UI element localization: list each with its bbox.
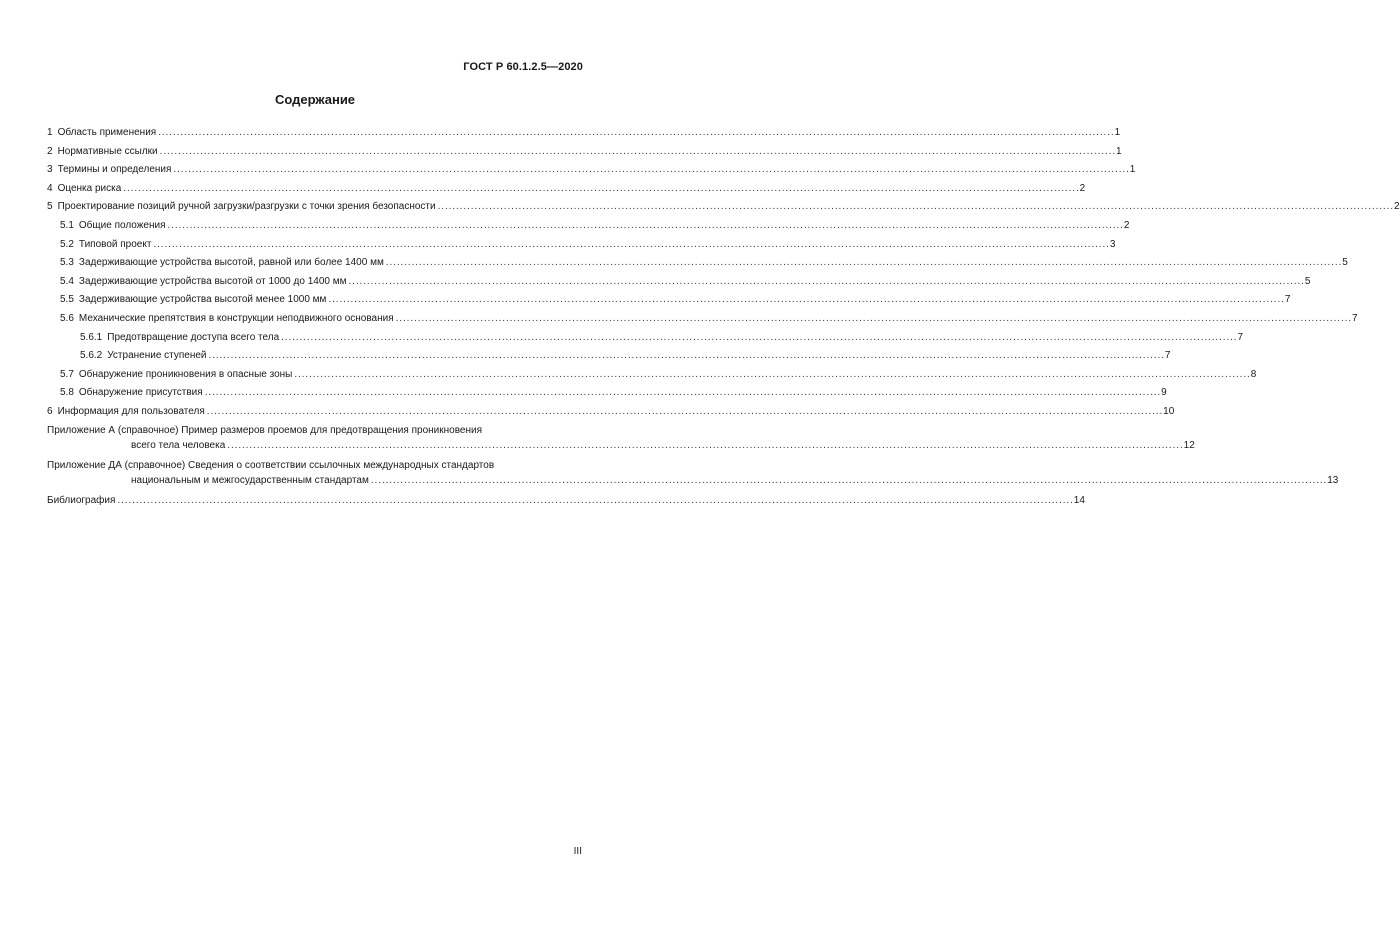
- toc-entry-number: 5.3: [60, 257, 74, 269]
- toc-entry-number: 5: [47, 201, 53, 213]
- toc-entry-number: 3: [47, 164, 53, 176]
- dot-leader: ....................................................................................................................................................................................................................................................................: [348, 275, 1305, 287]
- toc-entry-page: 2: [1123, 219, 1130, 231]
- toc-entry-label: Проектирование позиций ручной загрузки/разгрузки с точки зрения безопасности: [57, 201, 436, 213]
- toc-entry-page: 1: [1114, 127, 1121, 138]
- dot-leader: ....................................................................................................................................................................................................................................................................: [159, 145, 1117, 157]
- toc-entry-label: Предотвращение доступа всего тела: [107, 331, 280, 343]
- toc-entry-label: Общие положения: [78, 219, 166, 231]
- toc-entry-page: 7: [1237, 331, 1244, 343]
- toc-entry-label: Термины и определения: [57, 164, 172, 176]
- toc-entry-page: 10: [1163, 405, 1175, 417]
- toc-entry[interactable]: [47, 347, 1171, 366]
- toc-entry-number: 2: [47, 145, 53, 157]
- toc-entry[interactable]: [47, 310, 1358, 329]
- annex-da-page: 13: [1327, 474, 1339, 486]
- toc-entry-page: 1: [1116, 145, 1122, 157]
- toc-entry-number: 1: [47, 127, 53, 138]
- toc-entry-page: 3: [1109, 238, 1116, 250]
- toc-annex-da[interactable]: [47, 457, 1339, 492]
- toc-entry[interactable]: [47, 384, 1167, 403]
- dot-leader: ....................................................................................................................................................................................................................................................................: [117, 494, 1074, 506]
- dot-leader: ....................................................................................................................................................................................................................................................................: [385, 257, 1343, 269]
- toc-entry-label: Обнаружение проникновения в опасные зоны: [78, 368, 293, 380]
- toc-entry-page: 1: [1129, 164, 1136, 176]
- dot-leader: ....................................................................................................................................................................................................................................................................: [208, 350, 1165, 362]
- table-of-contents: [47, 124, 1400, 510]
- dot-leader: ....................................................................................................................................................................................................................................................................: [294, 368, 1251, 380]
- toc-entry-number: 4: [47, 182, 53, 194]
- toc-entry-label: Оценка риска: [57, 182, 122, 194]
- toc-entry[interactable]: [47, 329, 1244, 348]
- toc-annex-a[interactable]: [47, 422, 1195, 457]
- toc-title: Содержание: [274, 92, 356, 107]
- toc-entry-label: Типовой проект: [78, 238, 152, 250]
- dot-leader: ....................................................................................................................................................................................................................................................................: [395, 312, 1352, 324]
- document-code: ГОСТ Р 60.1.2.5—2020: [463, 61, 583, 73]
- toc-entry-page: 2: [1393, 201, 1400, 213]
- bibliography-label: Библиография: [47, 494, 116, 506]
- toc-entry-label: Устранение ступеней: [107, 350, 207, 362]
- annex-da-title-line1: Приложение ДА (справочное) Сведения о соответствии ссылочных международных стандартов: [47, 459, 495, 471]
- toc-entry-page: 7: [1284, 294, 1291, 306]
- toc-entry-page: 5: [1304, 275, 1311, 287]
- dot-leader: ....................................................................................................................................................................................................................................................................: [281, 331, 1238, 343]
- toc-entry-label: Область применения: [57, 127, 157, 138]
- toc-entry-number: 5.6.2: [80, 350, 103, 362]
- dot-leader: ....................................................................................................................................................................................................................................................................: [153, 238, 1110, 250]
- dot-leader: ....................................................................................................................................................................................................................................................................: [437, 201, 1394, 213]
- toc-entry[interactable]: [47, 254, 1348, 273]
- dot-leader: ....................................................................................................................................................................................................................................................................: [167, 219, 1124, 231]
- dot-leader: ....................................................................................................................................................................................................................................................................: [370, 474, 1328, 486]
- bibliography-page: 14: [1073, 494, 1085, 506]
- toc-entry-label: Обнаружение присутствия: [78, 387, 203, 399]
- dot-leader: ....................................................................................................................................................................................................................................................................: [123, 182, 1080, 194]
- toc-entry-label: Информация для пользователя: [57, 405, 205, 417]
- toc-entry[interactable]: [47, 403, 1175, 422]
- dot-leader: ....................................................................................................................................................................................................................................................................: [206, 405, 1164, 417]
- toc-entry[interactable]: [47, 143, 1122, 162]
- annex-da-title-line2: национальным и межгосударственным стандартам: [131, 474, 369, 486]
- toc-entry[interactable]: [47, 273, 1311, 292]
- annex-a-page: 12: [1183, 439, 1195, 451]
- toc-entry-label: Задерживающие устройства высотой менее 1000 мм: [78, 294, 327, 306]
- toc-entry[interactable]: [47, 236, 1116, 255]
- toc-entry-number: 5.5: [60, 294, 74, 306]
- toc-entry-label: Задерживающие устройства высотой, равной или более 1400 мм: [78, 257, 384, 269]
- toc-entry-page: 9: [1161, 387, 1167, 399]
- dot-leader: ....................................................................................................................................................................................................................................................................: [173, 164, 1130, 176]
- toc-entry-page: 5: [1342, 257, 1348, 269]
- page-folio: III: [573, 846, 582, 857]
- toc-entry[interactable]: [47, 217, 1130, 236]
- toc-entry-label: Задерживающие устройства высотой от 1000 до 1400 мм: [78, 275, 347, 287]
- toc-entry[interactable]: [47, 198, 1400, 217]
- toc-entry-page: 2: [1079, 182, 1086, 194]
- toc-entry-number: 5.7: [60, 368, 74, 380]
- dot-leader: ....................................................................................................................................................................................................................................................................: [204, 387, 1162, 399]
- toc-entry-number: 5.2: [60, 238, 74, 250]
- toc-entry[interactable]: [47, 366, 1257, 385]
- toc-entry-label: Нормативные ссылки: [57, 145, 158, 157]
- annex-a-title-line1: Приложение А (справочное) Пример размеров проемов для предотвращения проникновения: [47, 424, 482, 436]
- annex-a-title-line2: всего тела человека: [131, 439, 226, 451]
- toc-entry-page: 7: [1164, 350, 1171, 362]
- toc-entry-number: 5.6: [60, 312, 74, 324]
- toc-entry[interactable]: [47, 161, 1136, 180]
- toc-entry[interactable]: [47, 291, 1291, 310]
- toc-entry-number: 6: [47, 405, 53, 417]
- toc-bibliography[interactable]: [47, 492, 1085, 511]
- toc-entry-page: 8: [1250, 368, 1257, 380]
- toc-entry[interactable]: [47, 180, 1086, 199]
- toc-entry[interactable]: [47, 124, 1121, 143]
- dot-leader: ....................................................................................................................................................................................................................................................................: [227, 439, 1184, 451]
- dot-leader: ....................................................................................................................................................................................................................................................................: [328, 294, 1285, 306]
- toc-entry-number: 5.4: [60, 275, 74, 287]
- toc-entry-page: 7: [1352, 312, 1358, 324]
- dot-leader: ....................................................................................................................................................................................................................................................................: [158, 127, 1115, 138]
- toc-entry-label: Механические препятствия в конструкции неподвижного основания: [78, 312, 394, 324]
- toc-entry-number: 5.6.1: [80, 331, 103, 343]
- toc-entry-number: 5.1: [60, 219, 74, 231]
- toc-entry-number: 5.8: [60, 387, 74, 399]
